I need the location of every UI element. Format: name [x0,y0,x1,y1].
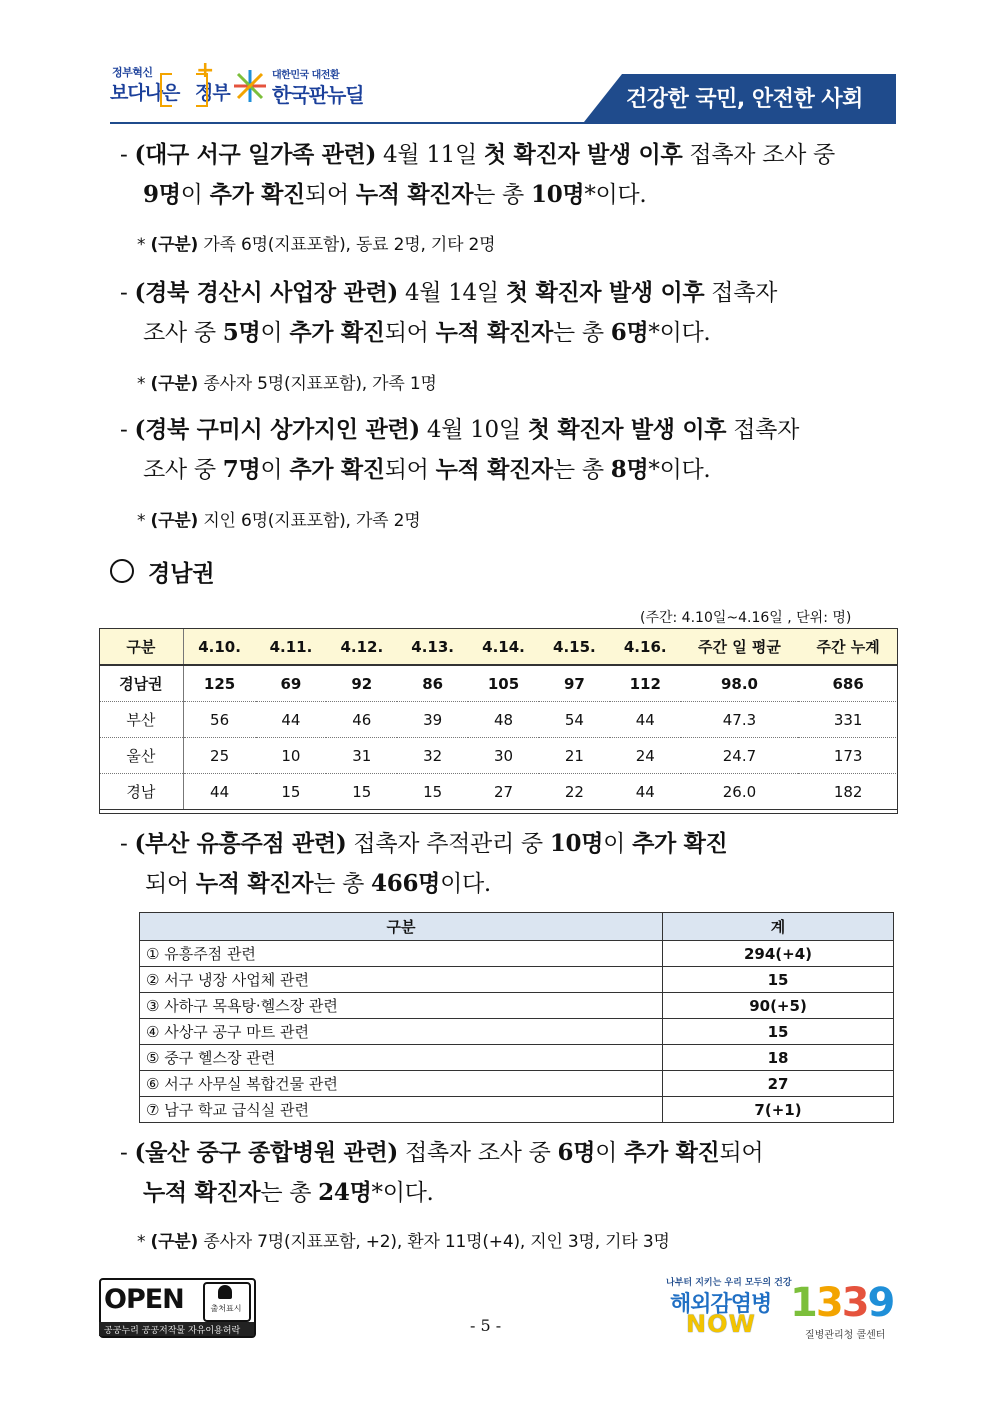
slogan-text: 건강한 국민, 안전한 사회 [626,87,863,112]
column-header: 주간 누계 [798,629,898,666]
overseas-disease-logo: 해외감염병 [670,1292,772,1317]
dash: - [120,417,135,443]
table-cell: 182 [798,774,898,810]
table-cell: 15 [256,774,327,810]
callcenter-label: 질병관리청 콜센터 [805,1330,886,1341]
note-label: (구분) [150,511,199,531]
item2-first-case: 첫 확진자 발생 이후 [505,279,705,306]
table-cell: 31 [326,738,397,774]
table-cell: 26.0 [681,774,799,810]
busan-added-label: 추가 확진 [632,830,728,857]
section-heading [110,555,215,588]
open-license-strip-text: 공공누리 공공저작물 자유이용허락 [104,1326,241,1336]
text: 이다. [440,871,491,897]
table-cell: 125 [183,665,255,702]
item3-note [137,506,420,531]
item1-added-count: 9명 [143,181,181,208]
item1-note [137,230,495,255]
text: 되어 [304,182,356,208]
table-row [140,1019,894,1045]
korean-new-deal-logo-icon [232,68,268,104]
regional-cases-table [99,628,898,810]
table-cell: 97 [539,665,610,702]
table-cell: 24.7 [681,738,799,774]
note-text: 지인 6명(지표포함), 가족 2명 [198,511,421,531]
asterisk: * [137,511,151,531]
item3-line2 [143,453,710,487]
text: 되어 [719,1140,764,1166]
busan-line2 [145,867,491,901]
ulsan-line2 [143,1176,434,1210]
ulsan-added-label: 추가 확진 [624,1139,720,1166]
item2-note [137,369,437,394]
table-row [140,967,894,993]
cluster-count: 18 [663,1045,894,1071]
item1-total-label: 누적 확진자 [355,181,474,208]
open-license-text: OPEN [104,1284,184,1315]
page-number: - 5 - [470,1316,502,1335]
logo-govt-text-a: 보다나은 [110,82,180,104]
ulsan-total-label: 누적 확진자 [143,1179,261,1206]
busan-added-count: 10명 [549,830,604,857]
text: 접촉자 조사 중 [397,1140,558,1166]
item2-line2 [143,316,710,350]
item1-text: 접촉자 조사 중 [682,142,835,168]
note-text: 가족 6명(지표포함), 동료 2명, 기타 2명 [198,235,496,255]
table-cell: 39 [397,702,468,738]
text: *이다. [584,182,647,208]
item2-title: (경북 경산시 사업장 관련) [134,279,398,306]
header-rule [110,122,896,124]
attribution-badge-text: 출처표시 [210,1304,242,1313]
table-cell: 44 [610,702,681,738]
cluster-count: 15 [663,967,894,993]
note-label: (구분) [150,235,199,255]
text: 이 [603,831,633,857]
dash: - [120,142,135,168]
column-header: 구분 [99,629,183,666]
item3-total-label: 누적 확진자 [435,456,553,483]
logo-plus-icon: + [196,58,215,83]
digit: 3 [815,1280,842,1326]
item1-first-case: 첫 확진자 발생 이후 [483,141,683,168]
column-header: 4.15. [539,629,610,666]
overseas-disease-now: NOW [686,1310,756,1338]
table-cell: 54 [539,702,610,738]
cluster-count: 7(+1) [663,1097,894,1123]
dash: - [120,280,135,306]
table-cell: 울산 [99,738,183,774]
item2-text: 접촉자 [704,280,778,306]
logo-new-deal: 한국판뉴딜 [272,83,364,107]
table-row [99,665,898,702]
table-row [140,1045,894,1071]
table-row [140,1097,894,1123]
logo-bracket-left [160,73,172,107]
table-cell: 686 [798,665,898,702]
dash: - [120,1140,135,1166]
table-cell: 112 [610,665,681,702]
table-cell: 92 [326,665,397,702]
table-cell: 21 [539,738,610,774]
column-header: 계 [663,913,894,941]
digit: 1 [790,1280,816,1326]
table-cell: 44 [256,702,327,738]
text: 접촉자 추적관리 중 [346,831,550,857]
column-header: 4.13. [397,629,468,666]
table-cell: 25 [183,738,255,774]
text: 는 총 [473,182,531,208]
circle-bullet-icon [110,559,134,583]
digit: 9 [867,1280,894,1326]
table-cell: 경남권 [99,665,183,702]
text: 조사 중 [143,320,223,346]
text: 되어 [384,457,436,483]
text: *이다. [648,320,711,346]
table-cell: 46 [326,702,397,738]
table-cell: 경남 [99,774,183,810]
busan-cluster-table [139,912,894,1123]
busan-title: (부산 유흥주점 관련) [134,830,347,857]
text: 는 총 [552,320,611,346]
item3-title: (경북 구미시 상가지인 관련) [134,416,420,443]
table-cell: 15 [326,774,397,810]
cluster-count: 15 [663,1019,894,1045]
table-cell: 331 [798,702,898,738]
table-row [140,941,894,967]
item2-line1 [120,276,777,310]
asterisk: * [137,374,151,394]
table-header-row [99,629,898,666]
item2-total-label: 누적 확진자 [435,319,553,346]
busan-total-count: 466명 [371,870,441,897]
text: *이다. [371,1180,434,1206]
column-header: 구분 [140,913,663,941]
cluster-name: ⑦ 남구 학교 급식실 관련 [140,1097,663,1123]
text: 는 총 [313,871,372,897]
table-cell: 32 [397,738,468,774]
text: 는 총 [260,1180,319,1206]
cluster-count: 90(+5) [663,993,894,1019]
item3-total-count: 8명 [610,456,649,483]
table-row [99,774,898,810]
cluster-name: ① 유흥주점 관련 [140,941,663,967]
ulsan-total-count: 24명 [318,1179,372,1206]
column-header: 4.12. [326,629,397,666]
table-cell: 98.0 [681,665,799,702]
table-cell: 105 [468,665,539,702]
logo-govt-text-b: 정부 [195,82,230,104]
item2-total-count: 6명 [610,319,649,346]
ulsan-added-count: 6명 [557,1139,596,1166]
item3-first-case: 첫 확진자 발생 이후 [527,416,727,443]
busan-total-label: 누적 확진자 [195,870,314,897]
asterisk: * [137,1232,151,1252]
item2-added-count: 5명 [222,319,261,346]
table-unit-note: (주간: 4.10일~4.16일 , 단위: 명) [640,610,852,626]
table-cell: 15 [397,774,468,810]
item2-date: 4월 14일 [397,280,506,306]
digit: 3 [841,1280,868,1326]
busan-line1 [120,827,727,861]
cluster-count: 294(+4) [663,941,894,967]
item1-total-count: 10명 [530,181,585,208]
ulsan-note [137,1227,670,1252]
table-row [140,1071,894,1097]
text: 되어 [145,871,196,897]
item3-added-count: 7명 [222,456,261,483]
dash: - [120,831,135,857]
table-header-row [140,913,894,941]
table-cell: 44 [610,774,681,810]
table-cell: 24 [610,738,681,774]
table-cell: 47.3 [681,702,799,738]
asterisk: * [137,235,151,255]
slogan-banner-cut [584,74,622,122]
column-header: 4.14. [468,629,539,666]
text: 이 [180,182,210,208]
text: 이 [260,457,290,483]
logo-new-deal-small: 대한민국 대전환 [272,70,340,81]
text: 이 [595,1140,625,1166]
text: 조사 중 [143,457,223,483]
cluster-name: ④ 사상구 공구 마트 관련 [140,1019,663,1045]
cluster-name: ② 서구 냉장 사업체 관련 [140,967,663,993]
item3-added-label: 추가 확진 [289,456,385,483]
logo-govt-innovation-small: 정부혁신 [112,66,153,79]
text: *이다. [648,457,711,483]
item1-title: (대구 서구 일가족 관련) [134,141,377,168]
callcenter-number-logo [790,1280,893,1326]
table-row [99,738,898,774]
item3-date: 4월 10일 [419,417,528,443]
table-row [99,702,898,738]
column-header: 4.16. [610,629,681,666]
column-header: 주간 일 평균 [681,629,799,666]
table-cell: 44 [183,774,255,810]
table-cell: 173 [798,738,898,774]
item1-added-label: 추가 확진 [209,181,305,208]
note-label: (구분) [150,1232,199,1252]
text: 되어 [384,320,436,346]
person-icon [218,1285,232,1299]
table-cell: 부산 [99,702,183,738]
item1-line1 [120,138,835,172]
table-cell: 86 [397,665,468,702]
item1-date: 4월 11일 [376,142,484,168]
cluster-name: ⑥ 서구 사무실 복합건물 관련 [140,1071,663,1097]
note-text: 종사자 7명(지표포함, +2), 환자 11명(+4), 지인 3명, 기타 3명 [198,1232,670,1252]
item3-text: 접촉자 [726,417,799,443]
text: 이 [260,320,290,346]
table-cell: 69 [256,665,327,702]
table-cell: 10 [256,738,327,774]
note-label: (구분) [150,374,199,394]
table-cell: 22 [539,774,610,810]
table-cell: 48 [468,702,539,738]
column-header: 4.10. [183,629,255,666]
section-title: 경남권 [148,560,215,587]
text: 는 총 [552,457,611,483]
item3-line1 [120,413,799,447]
note-text: 종사자 5명(지표포함), 가족 1명 [198,374,437,394]
table-cell: 30 [468,738,539,774]
cluster-name: ⑤ 중구 헬스장 관련 [140,1045,663,1071]
cluster-count: 27 [663,1071,894,1097]
item1-line2 [143,178,646,212]
cluster-name: ③ 사하구 목욕탕·헬스장 관련 [140,993,663,1019]
overseas-disease-tagline: 나부터 지키는 우리 모두의 건강 [666,1278,792,1288]
table-cell: 56 [183,702,255,738]
ulsan-line1 [120,1136,763,1170]
table-cell: 27 [468,774,539,810]
column-header: 4.11. [256,629,327,666]
item2-added-label: 추가 확진 [289,319,385,346]
ulsan-title: (울산 중구 종합병원 관련) [134,1139,398,1166]
table-row [140,993,894,1019]
